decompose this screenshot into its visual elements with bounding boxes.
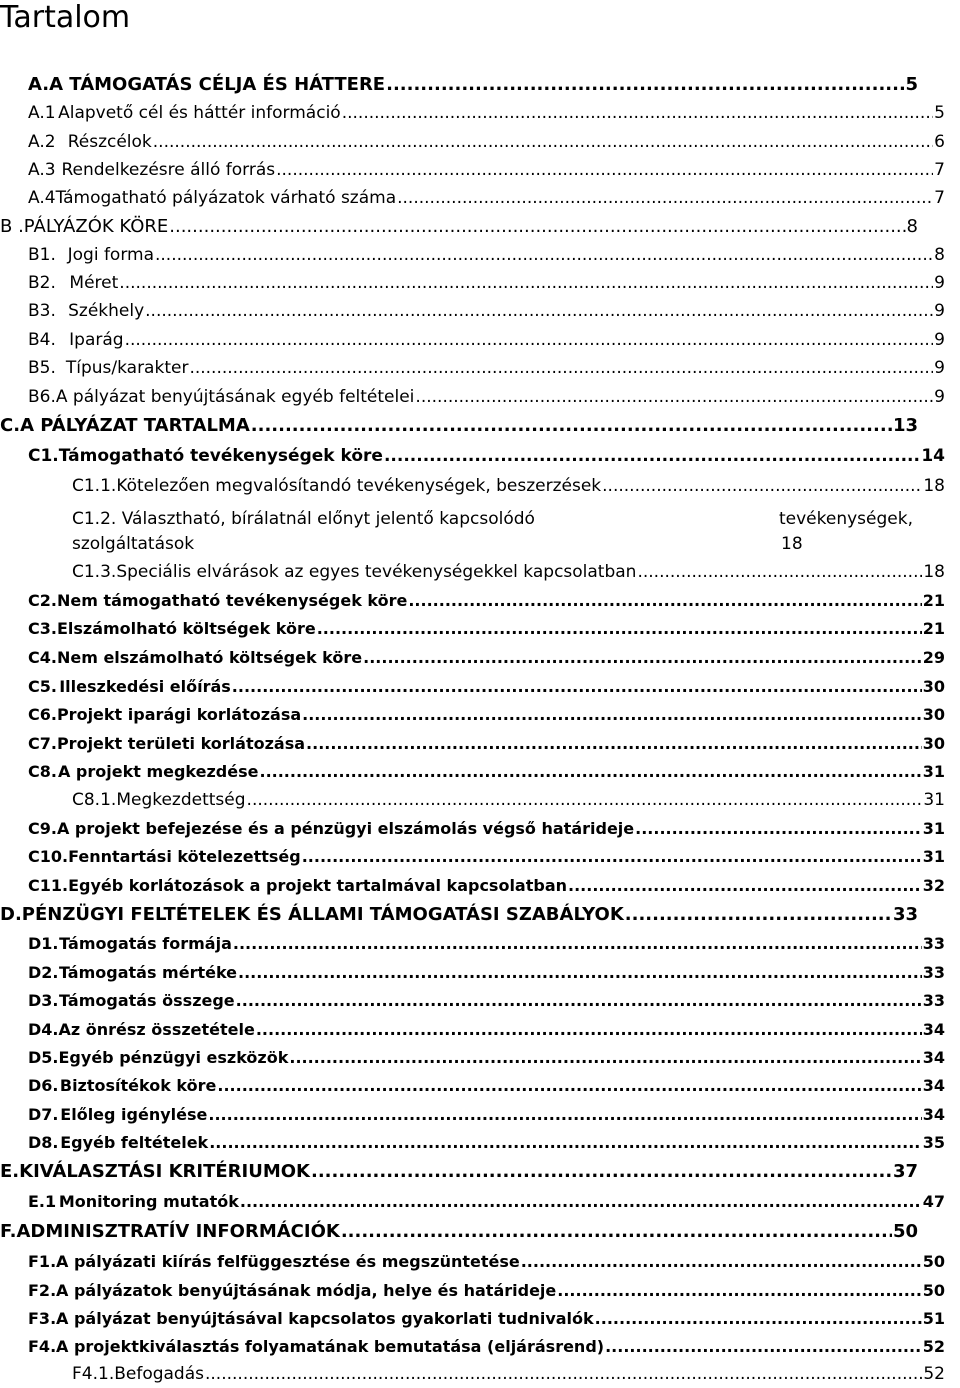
toc-entry-number: F3. — [28, 1309, 57, 1328]
toc-entry-title: A PÁLYÁZAT TARTALMA — [20, 415, 250, 436]
toc-entry-title: Részcélok — [67, 132, 152, 152]
toc-entry-number: B6. — [28, 387, 56, 407]
toc-entry-number: F2. — [28, 1281, 57, 1300]
toc-entry-number: C7. — [28, 734, 57, 753]
toc-dot-leader — [605, 1336, 922, 1358]
toc-entry-title: A projekt megkezdése — [57, 762, 259, 781]
toc-entry[interactable] — [72, 508, 535, 530]
toc-entry[interactable] — [28, 676, 945, 698]
toc-entry-number: D6. — [28, 1076, 59, 1095]
toc-dot-leader — [209, 1132, 922, 1154]
toc-entry-page: 18 — [923, 476, 945, 496]
toc-entry-page: 8 — [934, 245, 945, 265]
toc-entry[interactable] — [28, 1336, 945, 1358]
toc-dot-leader — [169, 216, 905, 238]
toc-dot-leader — [408, 590, 921, 612]
toc-entry[interactable] — [28, 962, 945, 984]
toc-entry-number: A. — [28, 74, 50, 95]
toc-entry-title: Előleg igénylése — [60, 1105, 208, 1124]
toc-dot-leader — [568, 875, 922, 897]
toc-dot-leader — [217, 1075, 921, 1097]
toc-entry[interactable] — [28, 733, 945, 755]
toc-entry-title-line2: szolgáltatások — [72, 534, 195, 554]
toc-entry-page: 52 — [922, 1337, 945, 1356]
toc-entry-page: 21 — [922, 619, 945, 638]
toc-entry-number: F4.1. — [72, 1364, 115, 1384]
toc-entry-number: B5. — [28, 358, 56, 378]
toc-entry-title: Támogatható pályázatok várható száma — [55, 188, 397, 208]
toc-entry-title: Választható, bírálatnál előnyt jelentő kapcsolódó — [116, 509, 535, 529]
toc-entry[interactable] — [28, 244, 945, 266]
toc-entry-page: 31 — [922, 847, 945, 866]
toc-dot-leader — [153, 131, 933, 153]
toc-dot-leader — [635, 818, 922, 840]
toc-entry[interactable] — [28, 590, 945, 612]
toc-dot-leader — [311, 1161, 892, 1183]
toc-entry-number: F4. — [28, 1337, 57, 1356]
toc-entry-number: A.3 — [28, 160, 56, 180]
toc-dot-leader — [251, 415, 892, 437]
toc-entry-page: 51 — [922, 1309, 945, 1328]
toc-entry-number: D2. — [28, 963, 59, 982]
toc-entry-title: A projekt befejezése és a pénzügyi elszámolás végső határideje — [56, 819, 635, 838]
toc-entry[interactable] — [72, 561, 945, 583]
toc-entry-page: 31 — [923, 790, 945, 810]
toc-entry-page: 37 — [892, 1161, 918, 1182]
toc-entry-number: C1.1. — [72, 476, 117, 496]
toc-entry-number: F1. — [28, 1252, 57, 1271]
toc-entry[interactable] — [72, 475, 945, 497]
toc-entry[interactable] — [28, 1075, 945, 1097]
toc-entry[interactable] — [0, 415, 918, 437]
toc-entry-number: B1. — [28, 245, 56, 265]
toc-entry-title: Méret — [69, 273, 119, 293]
toc-dot-leader — [240, 1191, 922, 1213]
toc-entry-page: 33 — [922, 963, 945, 982]
toc-dot-leader — [208, 1104, 921, 1126]
toc-entry-page: 32 — [922, 876, 945, 895]
toc-dot-leader — [238, 962, 922, 984]
toc-entry-title: PÁLYÁZÓK KÖRE — [23, 216, 169, 237]
toc-entry[interactable] — [28, 1251, 945, 1273]
toc-entry-number: C. — [0, 415, 21, 436]
toc-entry[interactable] — [0, 1161, 918, 1183]
toc-entry[interactable] — [28, 445, 945, 467]
toc-entry-number: A.1 — [28, 103, 56, 123]
page-title: Tartalom — [0, 0, 131, 35]
toc-entry[interactable] — [28, 1047, 945, 1069]
toc-entry[interactable] — [28, 1132, 945, 1154]
toc-entry-title: A pályázatok benyújtásának módja, helye és határideje — [56, 1281, 557, 1300]
toc-entry-page: 9 — [934, 273, 945, 293]
toc-entry-number: C1.2. — [72, 509, 117, 529]
toc-entry-page: 31 — [922, 762, 945, 781]
toc-entry-title: Befogadás — [114, 1364, 204, 1384]
toc-dot-leader — [232, 676, 922, 698]
toc-entry-page: 30 — [922, 705, 945, 724]
toc-entry-number: B4. — [28, 330, 56, 350]
toc-dot-leader — [317, 618, 922, 640]
toc-entry-number: A.4 — [28, 188, 56, 208]
toc-entry[interactable] — [28, 704, 945, 726]
toc-dot-leader — [415, 386, 933, 408]
toc-dot-leader — [386, 74, 904, 96]
toc-entry-title: Támogatás mértéke — [58, 963, 238, 982]
toc-entry-page: 6 — [934, 132, 945, 152]
toc-entry[interactable] — [28, 990, 945, 1012]
toc-dot-leader — [637, 561, 922, 583]
toc-entry-title: Székhely — [68, 301, 145, 321]
toc-dot-leader — [342, 102, 933, 124]
toc-entry-page: 29 — [922, 648, 945, 667]
toc-dot-leader — [233, 933, 922, 955]
toc-entry[interactable] — [28, 386, 945, 408]
toc-entry-page: 50 — [922, 1252, 945, 1271]
toc-entry[interactable] — [28, 846, 945, 868]
toc-dot-leader — [521, 1251, 922, 1273]
toc-entry-title: ADMINISZTRATÍV INFORMÁCIÓK — [16, 1221, 340, 1242]
toc-entry-title: Projekt területi korlátozása — [56, 734, 306, 753]
toc-dot-leader — [384, 445, 920, 467]
toc-entry[interactable] — [0, 904, 918, 926]
toc-entry-title: Nem támogatható tevékenységek köre — [56, 591, 408, 610]
toc-entry[interactable] — [28, 818, 945, 840]
toc-entry-number: C9. — [28, 819, 57, 838]
toc-entry-title: A TÁMOGATÁS CÉLJA ÉS HÁTTERE — [49, 74, 386, 95]
toc-entry[interactable] — [28, 1104, 945, 1126]
toc-dot-leader — [155, 244, 933, 266]
toc-entry-page: 9 — [934, 358, 945, 378]
toc-dot-leader — [557, 1280, 921, 1302]
toc-entry-title: PÉNZÜGYI FELTÉTELEK ÉS ÁLLAMI TÁMOGATÁSI SZABÁLYOK — [21, 904, 624, 925]
toc-entry-title-continued: tevékenységek, — [779, 509, 913, 529]
toc-entry[interactable] — [0, 1221, 918, 1243]
toc-entry-page: 47 — [922, 1192, 945, 1211]
toc-entry-number: C5. — [28, 677, 57, 696]
toc-entry[interactable] — [28, 187, 945, 209]
toc-entry-number: F. — [0, 1221, 17, 1242]
toc-entry-page: 31 — [922, 819, 945, 838]
toc-entry-title: Támogatható tevékenységek köre — [58, 446, 383, 466]
toc-entry-title: A projektkiválasztás folyamatának bemutatása (eljárásrend) — [56, 1337, 605, 1356]
toc-entry-title: Kötelezően megvalósítandó tevékenységek, beszerzések — [116, 476, 602, 496]
toc-entry-page: 5 — [905, 74, 918, 95]
toc-entry-title: Illeszkedési előírás — [59, 677, 231, 696]
toc-dot-leader — [363, 647, 922, 669]
toc-entry-page: 18 — [923, 562, 945, 582]
toc-entry-title: Megkezdettség — [116, 790, 246, 810]
toc-dot-leader — [341, 1221, 892, 1243]
toc-entry-title: Az önrész összetétele — [58, 1020, 255, 1039]
toc-entry-page: 7 — [934, 188, 945, 208]
toc-entry[interactable] — [28, 357, 945, 379]
toc-dot-leader — [125, 329, 934, 351]
toc-entry[interactable] — [28, 329, 945, 351]
toc-dot-leader — [247, 789, 923, 811]
toc-entry-page: 50 — [922, 1281, 945, 1300]
toc-entry-number: C6. — [28, 705, 57, 724]
toc-entry[interactable] — [28, 1308, 945, 1330]
toc-dot-leader — [205, 1363, 922, 1385]
toc-entry-page: 34 — [922, 1020, 945, 1039]
toc-entry-title: Iparág — [69, 330, 124, 350]
toc-entry-page: 7 — [934, 160, 945, 180]
toc-entry-number: C2. — [28, 591, 57, 610]
toc-dot-leader — [236, 990, 922, 1012]
toc-entry-page: 14 — [921, 446, 945, 466]
toc-entry-number: A.2 — [28, 132, 56, 152]
toc-entry-title: A pályázat benyújtásával kapcsolatos gyakorlati tudnivalók — [56, 1309, 594, 1328]
toc-entry-number: D7. — [28, 1105, 59, 1124]
toc-entry-page: 33 — [892, 904, 918, 925]
toc-entry-title: Egyéb korlátozások a projekt tartalmával kapcsolatban — [68, 876, 568, 895]
toc-entry-number: C3. — [28, 619, 57, 638]
toc-entry-title: Jogi forma — [67, 245, 154, 265]
toc-dot-leader — [259, 761, 921, 783]
toc-entry-title: Támogatás formája — [59, 934, 232, 953]
toc-entry-page: 13 — [892, 415, 918, 436]
toc-entry-page: 34 — [922, 1105, 945, 1124]
toc-entry-title: KIVÁLASZTÁSI KRITÉRIUMOK — [19, 1161, 310, 1182]
toc-entry[interactable] — [28, 159, 945, 181]
toc-entry-number: C1. — [28, 446, 59, 466]
toc-entry[interactable] — [28, 102, 945, 124]
toc-entry[interactable] — [28, 933, 945, 955]
toc-entry-number: D4. — [28, 1020, 59, 1039]
toc-entry-title: Projekt iparági korlátozása — [56, 705, 302, 724]
toc-entry-title: Nem elszámolható költségek köre — [56, 648, 363, 667]
toc-entry-number: C1.3. — [72, 562, 117, 582]
toc-entry-title: A pályázati kiírás felfüggesztése és megszüntetése — [56, 1252, 520, 1271]
toc-entry-number: B3. — [28, 301, 56, 321]
toc-entry-title: Monitoring mutatók — [58, 1192, 239, 1211]
toc-entry-number: C10. — [28, 847, 69, 866]
toc-dot-leader — [397, 187, 933, 209]
toc-entry[interactable] — [28, 647, 945, 669]
toc-entry-number: C8. — [28, 762, 57, 781]
toc-entry-title: Biztosítékok köre — [59, 1076, 217, 1095]
toc-entry-number: D. — [0, 904, 22, 925]
toc-dot-leader — [289, 1047, 921, 1069]
toc-dot-leader — [306, 733, 922, 755]
toc-entry[interactable] — [28, 1280, 945, 1302]
toc-dot-leader — [119, 272, 933, 294]
toc-entry-page: 33 — [922, 934, 945, 953]
toc-entry-title: Elszámolható költségek köre — [56, 619, 316, 638]
toc-entry-title: A pályázat benyújtásának egyéb feltételei — [55, 387, 415, 407]
toc-entry-page: 34 — [922, 1076, 945, 1095]
toc-entry-page: 9 — [934, 387, 945, 407]
toc-entry-title: Támogatás összege — [59, 991, 235, 1010]
toc-entry-page: 33 — [922, 991, 945, 1010]
toc-entry-page: 35 — [922, 1133, 945, 1152]
toc-entry-title: Rendelkezésre álló forrás — [61, 160, 276, 180]
toc-entry[interactable] — [28, 1019, 945, 1041]
toc-entry[interactable] — [28, 1191, 945, 1213]
toc-entry[interactable] — [28, 272, 945, 294]
toc-entry-page: 50 — [892, 1221, 918, 1242]
toc-dot-leader — [145, 300, 933, 322]
toc-dot-leader — [602, 475, 922, 497]
toc-entry[interactable] — [28, 131, 945, 153]
toc-entry-number: B2. — [28, 273, 56, 293]
toc-dot-leader — [302, 846, 922, 868]
toc-entry-number: D1. — [28, 934, 59, 953]
toc-entry-page: 9 — [934, 330, 945, 350]
toc-entry-number: E. — [0, 1161, 20, 1182]
toc-dot-leader — [276, 159, 933, 181]
toc-dot-leader — [595, 1308, 922, 1330]
toc-dot-leader — [625, 904, 892, 926]
toc-entry-page: 18 — [781, 534, 803, 554]
toc-entry-number: C8.1. — [72, 790, 117, 810]
toc-entry-page: 34 — [922, 1048, 945, 1067]
toc-entry-page: 5 — [934, 103, 945, 123]
toc-entry-title: Speciális elvárások az egyes tevékenységekkel kapcsolatban — [116, 562, 637, 582]
toc-entry-number: D5. — [28, 1048, 59, 1067]
toc-entry[interactable] — [28, 618, 945, 640]
toc-entry-page: 30 — [922, 677, 945, 696]
toc-entry-number: D3. — [28, 991, 59, 1010]
toc-entry-number: D8. — [28, 1133, 59, 1152]
toc-entry-page: 21 — [922, 591, 945, 610]
toc-entry-page: 8 — [906, 216, 918, 237]
toc-entry-title: Alapvető cél és háttér információ — [58, 103, 341, 123]
toc-entry[interactable] — [72, 789, 945, 811]
toc-entry-title: Egyéb feltételek — [60, 1133, 209, 1152]
toc-dot-leader — [189, 357, 933, 379]
toc-dot-leader — [256, 1019, 922, 1041]
toc-entry-number: B . — [0, 216, 24, 237]
toc-dot-leader — [302, 704, 922, 726]
toc-entry-page: 52 — [923, 1364, 945, 1384]
toc-entry[interactable] — [72, 1363, 945, 1385]
toc-entry[interactable] — [28, 300, 945, 322]
toc-entry-title: Egyéb pénzügyi eszközök — [58, 1048, 289, 1067]
toc-entry-number: E.1 — [28, 1192, 57, 1211]
toc-entry-title: Fenntartási kötelezettség — [68, 847, 301, 866]
toc-entry[interactable] — [28, 761, 945, 783]
toc-entry-number: C11. — [28, 876, 69, 895]
toc-entry-page: 9 — [934, 301, 945, 321]
toc-entry[interactable] — [28, 875, 945, 897]
toc-entry-title: Típus/karakter — [65, 358, 189, 378]
toc-entry-page: 30 — [922, 734, 945, 753]
toc-entry-number: C4. — [28, 648, 57, 667]
toc-entry[interactable] — [28, 74, 918, 96]
toc-entry[interactable] — [0, 216, 918, 238]
